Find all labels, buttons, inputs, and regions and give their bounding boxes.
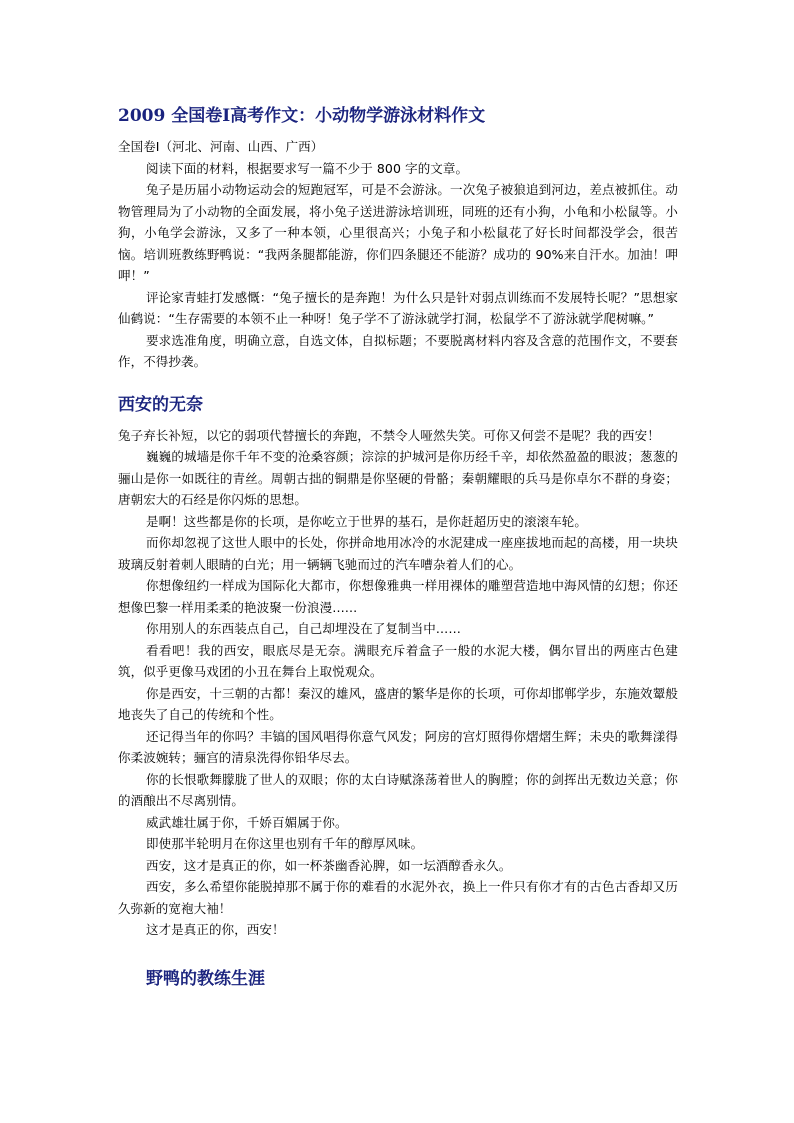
section3-title: 野鸭的教练生涯 bbox=[146, 968, 265, 989]
paragraph: 阅读下面的材料，根据要求写一篇不少于 800 字的文章。 bbox=[146, 160, 469, 176]
paragraph: 你用别人的东西装点自己，自己却埋没在了复制当中…… bbox=[146, 621, 462, 636]
paragraph: 是啊！这些都是你的长项，是你屹立于世界的基石，是你赶超历史的滚滚车轮。 bbox=[146, 513, 588, 529]
paragraph: 威武雄壮属于你，千娇百媚属于你。 bbox=[146, 814, 348, 830]
paragraph: 评论家青蛙打发感慨：“兔子擅长的是奔跑！为什么只是针对弱点训练而不发展特长呢？”思想家仙鹤说：“生存需要的本领不止一种呀！兔子学不了游泳就学打洞，松鼠学不了游泳就学爬树嘛。” bbox=[118, 289, 678, 326]
section2-body bbox=[118, 425, 678, 941]
paragraph: 你想像纽约一样成为国际化大都市，你想像雅典一样用裸体的雕塑营造地中海风情的幻想；你还想像巴黎一样用柔柔的艳波聚一份浪漫…… bbox=[118, 578, 678, 615]
section1-title: 2009 全国卷Ⅰ高考作文：小动物学游泳材料作文 bbox=[118, 106, 486, 126]
paragraph: 还记得当年的你吗？丰镐的国风唱得你意气风发；阿房的宫灯照得你熠熠生辉；未央的歌舞漾得你柔波婉转；骊宫的清泉洗得你铅华尽去。 bbox=[118, 728, 678, 765]
section2-title: 西安的无奈 bbox=[118, 394, 203, 415]
paragraph: 即使那半轮明月在你这里也别有千年的醇厚风味。 bbox=[146, 836, 424, 851]
paragraph: 看看吧！我的西安，眼底尽是无奈。满眼充斥着盒子一般的水泥大楼，偶尔冒出的两座古色建筑，似乎更像马戏团的小丑在舞台上取悦观众。 bbox=[118, 642, 678, 679]
paragraph: 而你却忽视了这世人眼中的长处，你拼命地用冰冷的水泥建成一座座拔地而起的高楼，用一块块玻璃反射着刺人眼睛的白光；用一辆辆飞驰而过的汽车嘈杂着人们的心。 bbox=[118, 535, 678, 572]
paragraph: 要求选准角度，明确立意，自选文体，自拟标题；不要脱离材料内容及含意的范围作文，不要套作，不得抄袭。 bbox=[118, 332, 678, 369]
paragraph: 你的长恨歌舞朦胧了世人的双眼；你的太白诗赋涤荡着世人的胸膛；你的剑挥出无数边关意；你的酒酿出不尽离别情。 bbox=[118, 771, 678, 808]
paragraph: 你是西安，十三朝的古都！秦汉的雄风，盛唐的繁华是你的长项，可你却邯郸学步，东施效颦般地丧失了自己的传统和个性。 bbox=[118, 685, 678, 722]
paragraph: 兔子弃长补短，以它的弱项代替擅长的奔跑，不禁令人哑然失笑。可你又何尝不是呢？我的西安！ bbox=[118, 427, 660, 443]
section1-body bbox=[118, 136, 678, 373]
paragraph: 全国卷Ⅰ（河北、河南、山西、广西） bbox=[118, 139, 324, 154]
paragraph: 西安，这才是真正的你，如一杯茶幽香沁脾，如一坛酒醇香永久。 bbox=[146, 857, 512, 873]
paragraph: 西安，多么希望你能脱掉那不属于你的难看的水泥外衣，换上一件只有你才有的古色古香却又历久弥新的宽袍大袖！ bbox=[118, 879, 678, 916]
paragraph: 兔子是历届小动物运动会的短跑冠军，可是不会游泳。一次兔子被狼追到河边，差点被抓住。动物管理局为了小动物的全面发展，将小兔子送进游泳培训班，同班的还有小狗，小龟和小松鼠等。小狗，小龟学会游泳，又多了一种本领，心里很高兴；小兔子和小松鼠花了好长时间都没学会，很苦恼。培训班教练野鸭说：“我两条腿都能游，你们四条腿还不能游？成功的 90%来自汗水。加油！呷呷！” bbox=[118, 182, 678, 283]
paragraph: 巍巍的城墙是你千年不变的沧桑容颜；淙淙的护城河是你历经千辛，却依然盈盈的眼波；葱葱的骊山是你一如既往的青丝。周朝古拙的铜鼎是你坚硬的骨骼；秦朝耀眼的兵马是你卓尔不群的身姿；唐朝宏大的石经是你闪烁的思想。 bbox=[118, 449, 678, 507]
document-page bbox=[118, 104, 678, 999]
paragraph: 这才是真正的你，西安！ bbox=[146, 922, 285, 937]
